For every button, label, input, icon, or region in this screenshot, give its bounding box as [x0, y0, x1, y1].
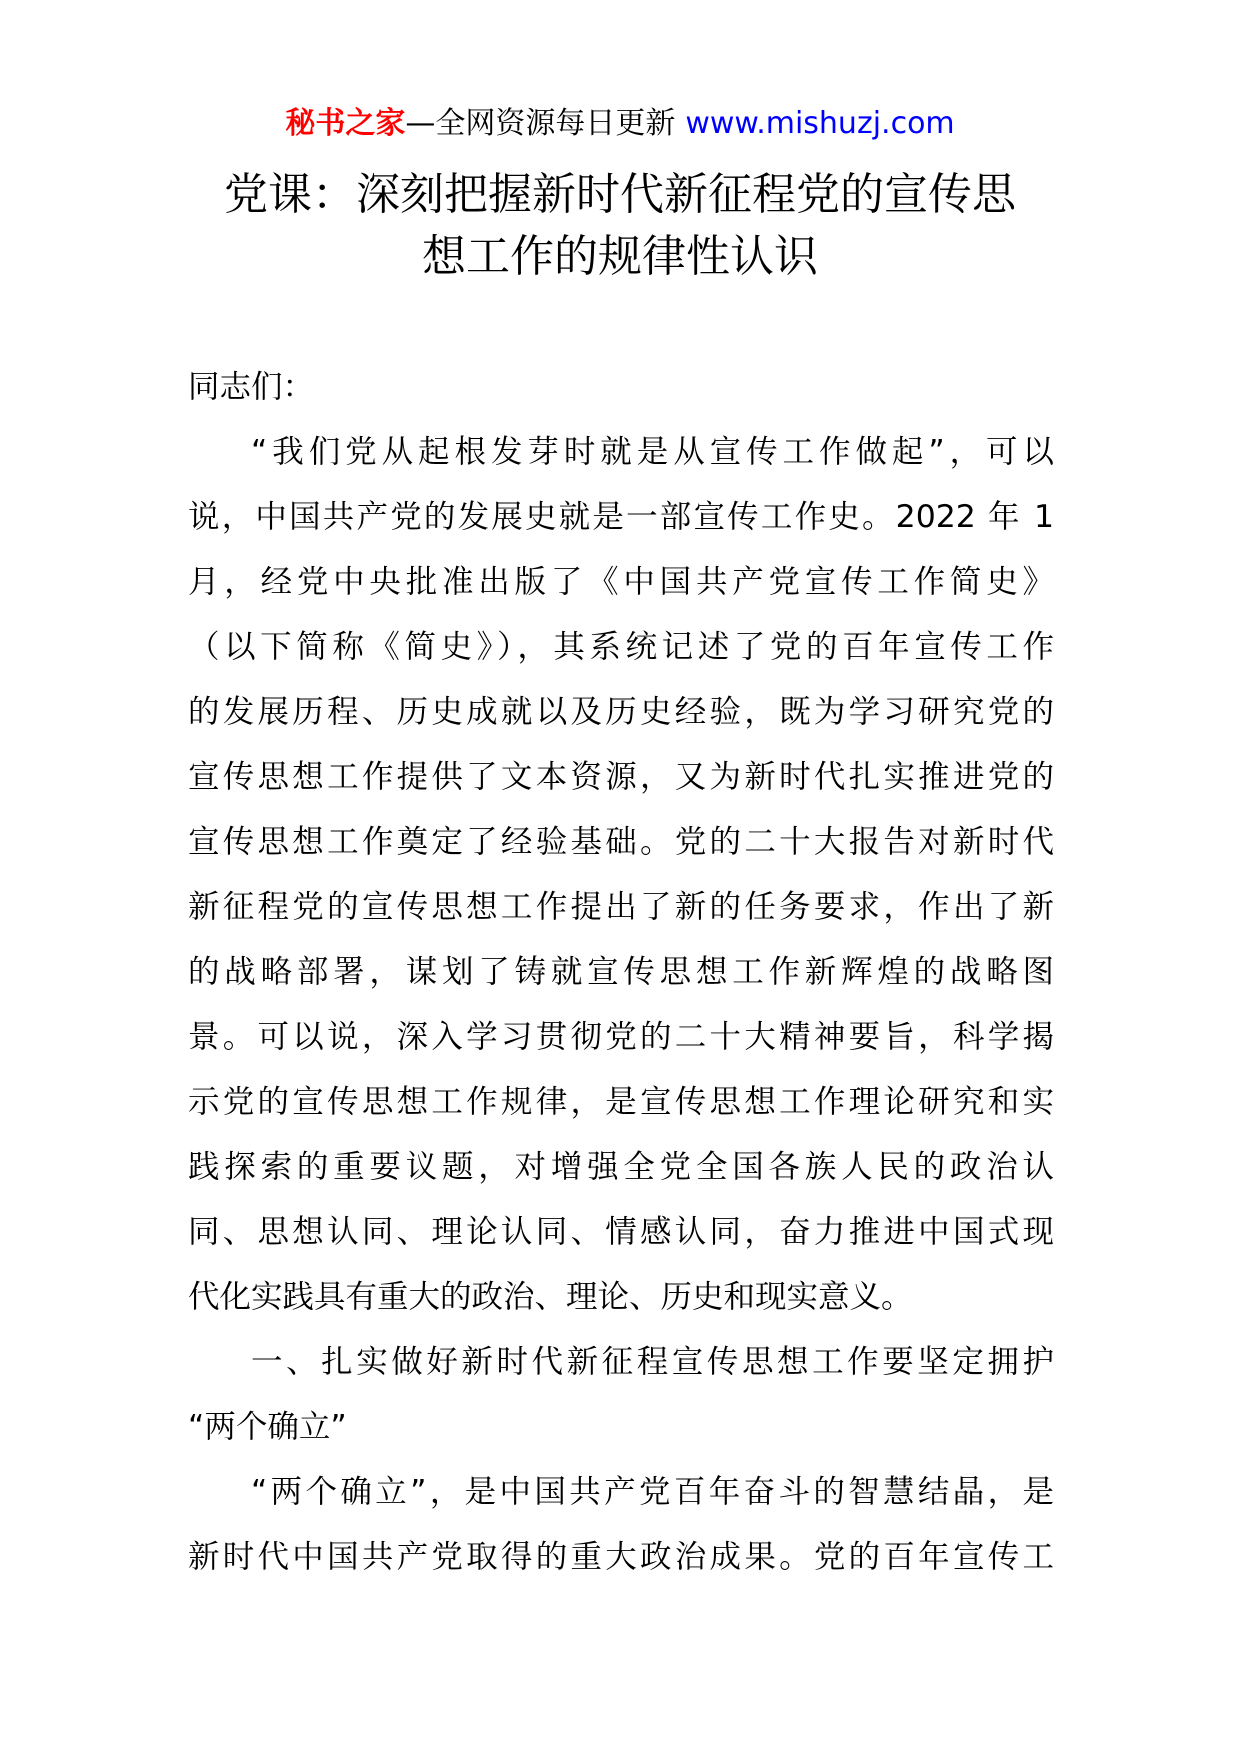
paragraph-2: [188, 1460, 1054, 1590]
paragraph-line: “我们党从起根发芽时就是从宣传工作做起”，可以: [251, 434, 1054, 470]
paragraph-line: 新时代中国共产党取得的重大政治成果。党的百年宣传工: [188, 1539, 1054, 1575]
paragraph-line: 宣传思想工作奠定了经验基础。党的二十大报告对新时代: [188, 824, 1054, 860]
paragraph-line: 宣传思想工作提供了文本资源，又为新时代扎实推进党的: [188, 759, 1054, 795]
paragraph-line: 同、思想认同、理论认同、情感认同，奋力推进中国式现: [188, 1214, 1054, 1250]
document-body: [188, 355, 1054, 1590]
brand-name: 秘书之家: [285, 106, 406, 141]
site-url-link[interactable]: www.mishuzj.com: [685, 106, 955, 141]
document-title: [150, 164, 1090, 288]
title-line-1: 党课：深刻把握新时代新征程党的宣传思: [224, 169, 1016, 220]
paragraph-line: 月，经党中央批准出版了《中国共产党宣传工作简史》: [188, 564, 1054, 600]
paragraph-line: 景。可以说，深入学习贯彻党的二十大精神要旨，科学揭: [188, 1019, 1054, 1055]
heading-line: 一、扎实做好新时代新征程宣传思想工作要坚定拥护: [251, 1344, 1054, 1380]
paragraph-line: 的战略部署，谋划了铸就宣传思想工作新辉煌的战略图: [188, 954, 1054, 990]
paragraph-line: 代化实践具有重大的政治、理论、历史和现实意义。: [188, 1279, 913, 1315]
paragraph-line: “两个确立”，是中国共产党百年奋斗的智慧结晶，是: [251, 1474, 1054, 1510]
section-heading-1: [188, 1330, 1054, 1460]
paragraph-line: 践探索的重要议题，对增强全党全国各族人民的政治认: [188, 1149, 1054, 1185]
site-tagline: —全网资源每日更新: [405, 106, 676, 141]
paragraph-line: （以下简称《简史》），其系统记述了党的百年宣传工作: [188, 629, 1054, 665]
paragraph-line: 说，中国共产党的发展史就是一部宣传工作史。2022 年 1: [188, 499, 1054, 535]
site-header: [0, 104, 1240, 144]
paragraph-line: 的发展历程、历史成就以及历史经验，既为学习研究党的: [188, 694, 1054, 730]
salutation: 同志们：: [188, 369, 315, 405]
title-line-2: 想工作的规律性认识: [422, 231, 818, 282]
paragraph-line: 示党的宣传思想工作规律，是宣传思想工作理论研究和实: [188, 1084, 1054, 1120]
heading-line: “两个确立”: [188, 1409, 347, 1445]
paragraph-line: 新征程党的宣传思想工作提出了新的任务要求，作出了新: [188, 889, 1054, 925]
paragraph-1: [188, 420, 1054, 1330]
